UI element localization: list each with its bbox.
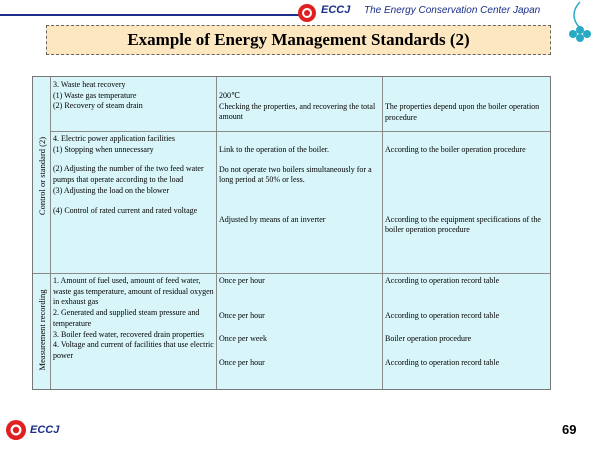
section-divider bbox=[33, 273, 550, 274]
measurement-reference bbox=[385, 276, 549, 369]
list-item: 2. Generated and supplied steam pressure and temperature bbox=[53, 308, 200, 328]
measurement-section-label: Measurement recording bbox=[37, 289, 47, 371]
header-bar bbox=[0, 0, 600, 22]
footer-logo-text: ECCJ bbox=[30, 424, 60, 436]
row-divider-1 bbox=[50, 131, 550, 132]
column-divider-1 bbox=[216, 77, 217, 389]
page-number: 69 bbox=[562, 422, 577, 437]
list-item: (3) Adjusting the load on the blower bbox=[53, 185, 169, 195]
clover-logo-icon bbox=[560, 0, 600, 45]
list-item: (2) Recovery of steam drain bbox=[53, 101, 143, 111]
waste-heat-notes bbox=[385, 102, 549, 123]
list-item: (1) Waste gas temperature bbox=[53, 90, 137, 100]
list-item: (4) Control of rated current and rated voltage bbox=[53, 205, 198, 215]
header-logo-text: ECCJ bbox=[321, 4, 351, 16]
electric-notes bbox=[385, 145, 549, 236]
list-item: Adjusted by means of an inverter bbox=[219, 215, 326, 225]
label-column-divider bbox=[50, 77, 51, 389]
list-item: According to the equipment specifications of the boiler operation procedure bbox=[385, 214, 541, 235]
standards-table bbox=[32, 76, 551, 390]
page-title: Example of Energy Management Standards (2) bbox=[46, 25, 551, 55]
list-item: According to operation record table bbox=[385, 276, 500, 285]
list-item: 4. Voltage and current of facilities that use electric power bbox=[53, 340, 214, 360]
control-section-label: Control or standard (2) bbox=[37, 136, 47, 216]
list-item: Link to the operation of the boiler. bbox=[219, 145, 329, 154]
waste-heat-details bbox=[219, 91, 379, 123]
list-item: (2) Adjusting the number of the two feed water pumps that operate according to the load bbox=[53, 164, 204, 185]
list-item: Once per hour bbox=[219, 276, 265, 285]
list-item: Once per hour bbox=[219, 310, 265, 320]
list-item: According to operation record table bbox=[385, 310, 500, 320]
list-item: (1) Stopping when unnecessary bbox=[53, 144, 154, 154]
list-item: 3. Waste heat recovery bbox=[53, 80, 126, 89]
column-divider-2 bbox=[382, 77, 383, 389]
list-item: 200℃ bbox=[219, 91, 240, 100]
list-item: Checking the properties, and recovering the total amount bbox=[219, 101, 376, 122]
list-item: According to the boiler operation procedure bbox=[385, 145, 526, 154]
list-item: 3. Boiler feed water, recovered drain properties bbox=[53, 329, 205, 339]
electric-details bbox=[219, 145, 379, 226]
waste-heat-items bbox=[53, 80, 214, 112]
list-item: Once per hour bbox=[219, 358, 265, 368]
measurement-items bbox=[53, 276, 214, 362]
list-item: Do not operate two boilers simultaneously for a long period at 50% or less. bbox=[219, 164, 372, 185]
organization-name: The Energy Conservation Center Japan bbox=[364, 5, 541, 16]
electric-items bbox=[53, 134, 214, 216]
measurement-frequency bbox=[219, 276, 379, 369]
list-item: 1. Amount of fuel used, amount of feed water, waste gas temperature, amount of residual oxygen in exhaust gas bbox=[53, 276, 214, 307]
eccj-logo-icon bbox=[297, 3, 317, 23]
list-item: 4. Electric power application facilities bbox=[53, 134, 175, 143]
list-item: Once per week bbox=[219, 334, 267, 344]
list-item: According to operation record table bbox=[385, 358, 500, 368]
footer-eccj-logo-icon bbox=[5, 419, 27, 441]
list-item: Boiler operation procedure bbox=[385, 334, 472, 344]
list-item: The properties depend upon the boiler operation procedure bbox=[385, 102, 540, 122]
header-rule bbox=[0, 14, 300, 16]
